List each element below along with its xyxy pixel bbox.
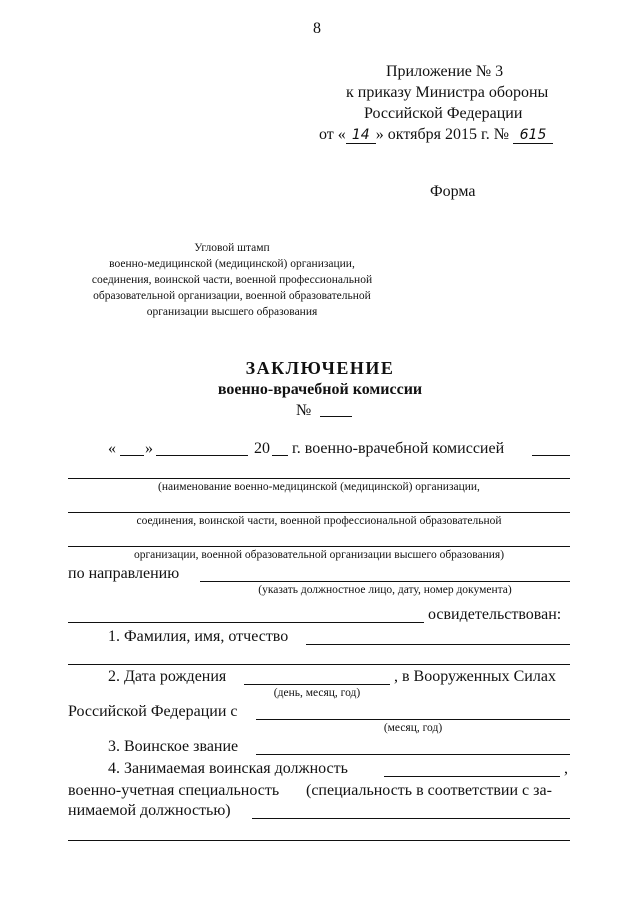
specialty-field[interactable] xyxy=(252,818,570,819)
year-field[interactable] xyxy=(272,455,288,456)
rank-field[interactable] xyxy=(256,754,570,755)
birthdate-label: 2. Дата рождения xyxy=(108,668,227,685)
armed-forces-text: , в Вооруженных Силах xyxy=(394,668,556,685)
rf-since-label: Российской Федерации с xyxy=(68,703,238,720)
organization-field-1[interactable] xyxy=(68,478,570,479)
fullname-field-continued[interactable] xyxy=(68,664,570,665)
rf-since-field[interactable] xyxy=(256,719,570,720)
position-field[interactable] xyxy=(384,776,560,777)
commission-text: г. военно-врачебной комиссией xyxy=(292,440,505,457)
fullname-label: 1. Фамилия, имя, отчество xyxy=(108,628,289,645)
specialty-continued: нимаемой должностью) xyxy=(68,802,231,819)
stamp-line: Угловой штамп xyxy=(194,242,270,254)
position-label: 4. Занимаемая воинская должность xyxy=(108,760,348,777)
organization-hint-3: организации, военной образовательной организации высшего образования) xyxy=(133,549,505,561)
appendix-date-line xyxy=(319,126,553,144)
direction-field[interactable] xyxy=(200,581,570,582)
month-field[interactable] xyxy=(156,455,248,456)
date-day-handwritten: 14 xyxy=(346,127,376,144)
rf-since-hint: (месяц, год) xyxy=(383,722,443,734)
specialty-label: военно-учетная специальность xyxy=(68,782,280,799)
organization-field-2[interactable] xyxy=(68,512,570,513)
document-number-label: № xyxy=(296,402,312,419)
appendix-country-line: Российской Федерации xyxy=(364,105,523,122)
organization-field-3[interactable] xyxy=(68,546,570,547)
date-quote-close: » xyxy=(145,440,153,457)
organization-hint-2: соединения, воинской части, военной профессиональной образовательной xyxy=(136,515,502,527)
page-number: 8 xyxy=(313,20,321,37)
direction-hint: (указать должностное лицо, дату, номер документа) xyxy=(258,584,512,596)
examined-label: освидетельствован: xyxy=(428,606,562,623)
fullname-field[interactable] xyxy=(306,644,570,645)
corner-stamp xyxy=(70,240,394,320)
examined-field[interactable] xyxy=(68,622,424,623)
year-prefix: 20 xyxy=(254,440,270,457)
order-number-handwritten: 615 xyxy=(513,127,553,144)
birthdate-field[interactable] xyxy=(244,684,390,685)
form-label: Форма xyxy=(430,183,476,200)
organization-hint-1: (наименование военно-медицинской (медицинской) организации, xyxy=(158,481,480,493)
appendix-order-line: к приказу Министра обороны xyxy=(346,84,549,101)
document-title: ЗАКЛЮЧЕНИЕ xyxy=(245,358,395,378)
document-subtitle: военно-врачебной комиссии xyxy=(217,381,423,398)
specialty-field-continued[interactable] xyxy=(68,840,570,841)
date-mid: » октября 2015 г. № xyxy=(375,126,510,143)
day-field[interactable] xyxy=(120,455,144,456)
direction-label: по направлению xyxy=(68,565,180,582)
stamp-line: организации высшего образования xyxy=(146,306,318,318)
date-quote-open: « xyxy=(108,440,116,457)
stamp-line: образовательной организации, военной образовательной xyxy=(93,290,371,302)
position-comma: , xyxy=(564,760,568,777)
commission-field[interactable] xyxy=(532,455,570,456)
rank-label: 3. Воинское звание xyxy=(108,738,239,755)
birthdate-hint: (день, месяц, год) xyxy=(273,687,361,699)
appendix-title: Приложение № 3 xyxy=(386,63,504,80)
document-number-field[interactable] xyxy=(320,416,352,417)
specialty-paren: (специальность в соответствии с за- xyxy=(306,782,552,799)
stamp-line: соединения, воинской части, военной профессиональной xyxy=(91,274,373,286)
date-prefix: от « xyxy=(319,126,346,143)
stamp-line: военно-медицинской (медицинской) организации, xyxy=(109,258,355,270)
